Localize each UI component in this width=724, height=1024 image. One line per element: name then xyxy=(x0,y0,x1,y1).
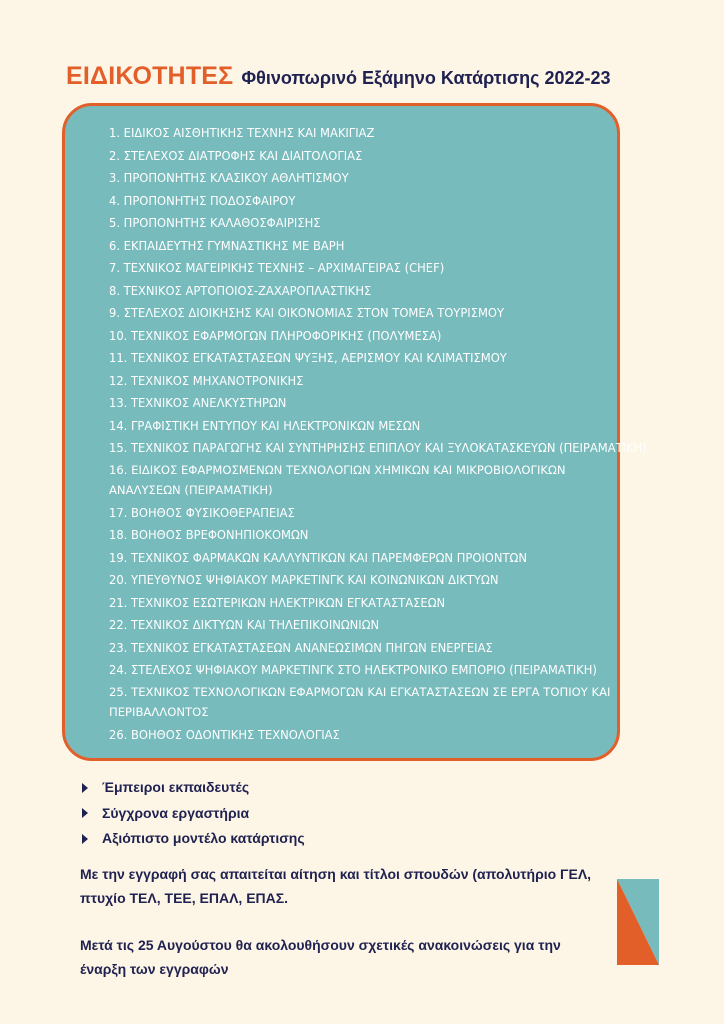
triangle-right-icon xyxy=(82,783,88,793)
highlight-item xyxy=(82,775,305,800)
logo-triangle-icon xyxy=(617,879,659,965)
list-item: 22. ΤΕΧΝΙΚΟΣ ΔΙΚΤΥΩΝ ΚΑΙ ΤΗΛΕΠΙΚΟΙΝΩΝΙΩΝ xyxy=(109,617,380,632)
list-item: 2. ΣΤΕΛΕΧΟΣ ΔΙΑΤΡΟΦΗΣ ΚΑΙ ΔΙΑΙΤΟΛΟΓΙΑΣ xyxy=(109,147,363,163)
highlight-item xyxy=(82,801,305,826)
list-item: 7. ΤΕΧΝΙΚΟΣ ΜΑΓΕΙΡΙΚΗΣ ΤΕΧΝΗΣ – ΑΡΧΙΜΑΓΕΙΡΑΣ (CHEF) xyxy=(109,260,445,275)
list-item: 21. ΤΕΧΝΙΚΟΣ ΕΣΩΤΕΡΙΚΩΝ ΗΛΕΚΤΡΙΚΩΝ ΕΓΚΑΤΑΣΤΑΣΕΩΝ xyxy=(109,594,446,610)
specialties-box xyxy=(62,103,647,761)
list-item: 23. ΤΕΧΝΙΚΟΣ ΕΓΚΑΤΑΣΤΑΣΕΩΝ ΑΝΑΝΕΩΣΙΜΩΝ ΠΗΓΩΝ ΕΝΕΡΓΕΙΑΣ xyxy=(109,639,493,655)
registration-note: Με την εγγραφή σας απαιτείται αίτηση και τίτλοι σπουδών (απολυτήριο ΓΕΛ, πτυχίο ΤΕΛ, ΤΕΕ, ΕΠΑΛ, ΕΠΑΣ. xyxy=(80,866,592,906)
list-item: 13. ΤΕΧΝΙΚΟΣ ΑΝΕΛΚΥΣΤΗΡΩΝ xyxy=(109,395,287,410)
list-item: 12. ΤΕΧΝΙΚΟΣ ΜΗΧΑΝΟΤΡΟΝΙΚΗΣ xyxy=(109,372,304,388)
list-item: 20. ΥΠΕΥΘΥΝΟΣ ΨΗΦΙΑΚΟΥ ΜΑΡΚΕΤΙΝΓΚ ΚΑΙ ΚΟΙΝΩΝΙΚΩΝ ΔΙΚΤΥΩΝ xyxy=(109,572,499,587)
specialties-list xyxy=(109,122,647,746)
list-item: 26. ΒΟΗΘΟΣ ΟΔΟΝΤΙΚΗΣ ΤΕΧΝΟΛΟΓΙΑΣ xyxy=(109,726,340,742)
highlight-label: Σύγχρονα εργαστήρια xyxy=(102,804,250,821)
list-item: 9. ΣΤΕΛΕΧΟΣ ΔΙΟΙΚΗΣΗΣ ΚΑΙ ΟΙΚΟΝΟΜΙΑΣ ΣΤΟΝ ΤΟΜΕΑ ΤΟΥΡΙΣΜΟΥ xyxy=(109,305,505,320)
page-title: ΕΙΔΙΚΟΤΗΤΕΣ xyxy=(66,62,234,90)
list-item: 6. ΕΚΠΑΙΔΕΥΤΗΣ ΓΥΜΝΑΣΤΙΚΗΣ ΜΕ ΒΑΡΗ xyxy=(109,237,345,253)
page-header xyxy=(66,62,611,91)
list-item: 16. ΕΙΔΙΚΟΣ ΕΦΑΡΜΟΣΜΕΝΩΝ ΤΕΧΝΟΛΟΓΙΩΝ ΧΗΜΙΚΩΝ ΚΑΙ ΜΙΚΡΟΒΙΟΛΟΓΙΚΩΝ ΑΝΑΛΥΣΕΩΝ (ΠΕΙΡΑΜΑΤΙΚΗ) xyxy=(109,462,566,497)
highlights-list xyxy=(82,775,305,852)
highlight-label: Αξιόπιστο μοντέλο κατάρτισης xyxy=(102,830,305,846)
list-item: 10. ΤΕΧΝΙΚΟΣ ΕΦΑΡΜΟΓΩΝ ΠΛΗΡΟΦΟΡΙΚΗΣ (ΠΟΛΥΜΕΣΑ) xyxy=(109,327,442,343)
list-item: 14. ΓΡΑΦΙΣΤΙΚΗ ΕΝΤΥΠΟΥ ΚΑΙ ΗΛΕΚΤΡΟΝΙΚΩΝ ΜΕΣΩΝ xyxy=(109,417,421,433)
list-item: 3. ΠΡΟΠΟΝΗΤΗΣ ΚΛΑΣΙΚΟΥ ΑΘΛΗΤΙΣΜΟΥ xyxy=(109,170,349,185)
page-subtitle: Φθινοπωρινό Εξάμηνο Κατάρτισης 2022-23 xyxy=(241,68,611,88)
list-item: 18. ΒΟΗΘΟΣ ΒΡΕΦΟΝΗΠΙΟΚΟΜΩΝ xyxy=(109,527,309,542)
list-item: 17. ΒΟΗΘΟΣ ΦΥΣΙΚΟΘΕΡΑΠΕΙΑΣ xyxy=(109,504,295,520)
list-item: 25. ΤΕΧΝΙΚΟΣ ΤΕΧΝΟΛΟΓΙΚΩΝ ΕΦΑΡΜΟΓΩΝ ΚΑΙ ΕΓΚΑΤΑΣΤΑΣΕΩΝ ΣΕ ΕΡΓΑ ΤΟΠΙΟΥ ΚΑΙ ΠΕΡΙΒΑΛΛΟΝΤΟΣ xyxy=(109,684,611,719)
list-item: 15. ΤΕΧΝΙΚΟΣ ΠΑΡΑΓΩΓΗΣ ΚΑΙ ΣΥΝΤΗΡΗΣΗΣ ΕΠΙΠΛΟΥ ΚΑΙ ΞΥΛΟΚΑΤΑΣΚΕΥΩΝ (ΠΕΙΡΑΜΑΤΙΚΗ) xyxy=(109,440,647,455)
list-item: 5. ΠΡΟΠΟΝΗΤΗΣ ΚΑΛΑΘΟΣΦΑΙΡΙΣΗΣ xyxy=(109,215,321,230)
list-item: 8. ΤΕΧΝΙΚΟΣ ΑΡΤΟΠΟΙΟΣ-ΖΑΧΑΡΟΠΛΑΣΤΙΚΗΣ xyxy=(109,282,372,298)
triangle-right-icon xyxy=(82,808,88,818)
list-item: 1. ΕΙΔΙΚΟΣ ΑΙΣΘΗΤΙΚΗΣ ΤΕΧΝΗΣ ΚΑΙ ΜΑΚΙΓΙΑΖ xyxy=(109,125,375,140)
highlight-item xyxy=(82,826,305,851)
list-item: 24. ΣΤΕΛΕΧΟΣ ΨΗΦΙΑΚΟΥ ΜΑΡΚΕΤΙΝΓΚ ΣΤΟ ΗΛΕΚΤΡΟΝΙΚΟ ΕΜΠΟΡΙΟ (ΠΕΙΡΑΜΑΤΙΚΗ) xyxy=(109,662,597,677)
list-item: 4. ΠΡΟΠΟΝΗΤΗΣ ΠΟΔΟΣΦΑΙΡΟΥ xyxy=(109,192,296,208)
list-item: 19. ΤΕΧΝΙΚΟΣ ΦΑΡΜΑΚΩΝ ΚΑΛΛΥΝΤΙΚΩΝ ΚΑΙ ΠΑΡΕΜΦΕΡΩΝ ΠΡΟΙΟΝΤΩΝ xyxy=(109,549,527,565)
list-item: 11. ΤΕΧΝΙΚΟΣ ΕΓΚΑΤΑΣΤΑΣΕΩΝ ΨΥΞΗΣ, ΑΕΡΙΣΜΟΥ ΚΑΙ ΚΛΙΜΑΤΙΣΜΟΥ xyxy=(109,350,507,365)
announcement-note: Μετά τις 25 Αυγούστου θα ακολουθήσουν σχετικές ανακοινώσεις για την έναρξη των εγγραφών xyxy=(80,937,561,977)
highlight-label: Έμπειροι εκπαιδευτές xyxy=(102,779,250,795)
triangle-right-icon xyxy=(82,834,88,844)
